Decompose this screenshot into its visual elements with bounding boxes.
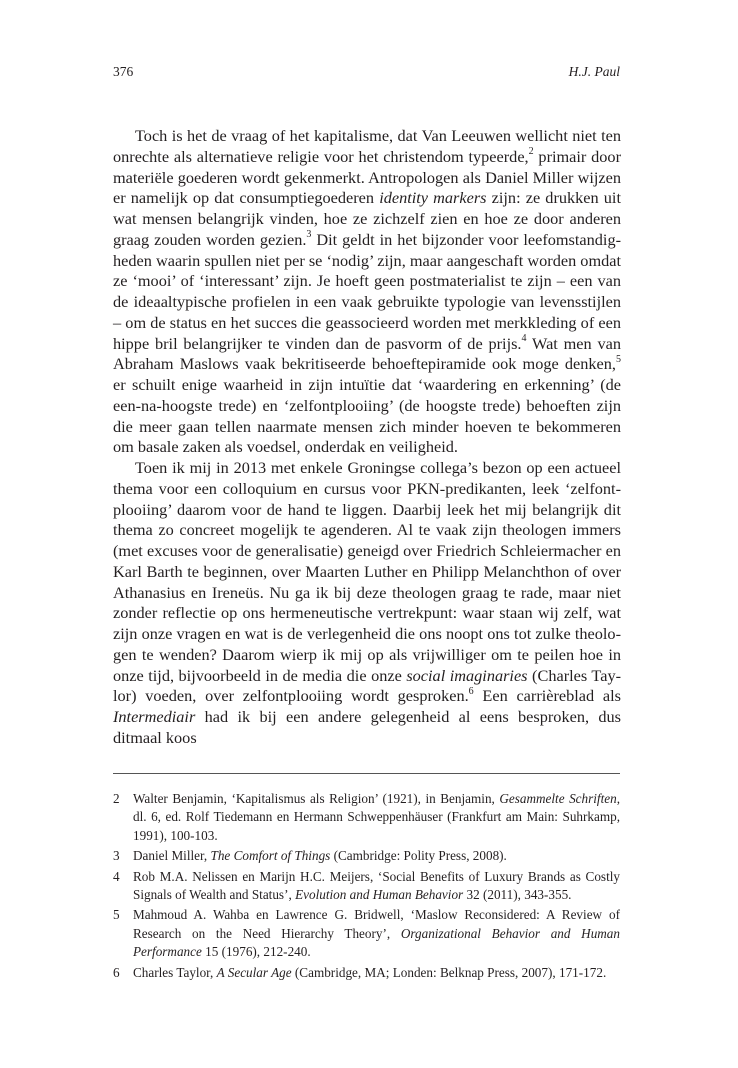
text-run: (Cambridge: Polity Press, 2008). [330, 848, 507, 864]
italic-run: social imaginaries [406, 665, 528, 685]
footnote [113, 847, 620, 865]
italic-run: A Secular Age [216, 964, 292, 980]
text-run: Toch is het de vraag of het kapitalisme, dat Van Leeuwen wellicht niet ten onrechte als alternatieve religie voor het christendom typeerde, [113, 126, 621, 166]
italic-run: The Comfort of Things [210, 848, 331, 864]
text-run: Wat men van Abraham Maslows vaak bekritiseerde behoeftepiramide ook moge denken, [113, 333, 621, 374]
footnote-text [133, 847, 620, 865]
footnote-number: 2 [113, 791, 120, 806]
text-run: 32 (2011), 343-355. [463, 887, 572, 903]
text-run: Een carrièreblad als [473, 686, 621, 706]
footnote-ref: 4 [521, 333, 527, 345]
text-run: 15 (1976), 212-240. [201, 944, 311, 960]
footnote-number: 5 [113, 907, 120, 923]
footnote [113, 964, 620, 982]
text-run: er schuilt enige waarheid in zijn intuïtie dat ‘waardering en erkenning’ (de een-na-hoogste trede) en ‘zelfontplooiing’ (de hoogste trede) behoeften zijn die meer gaan tellen naarmate mensen zich minder hoeven te bekommeren om basale zaken als voedsel, onderdak en veiligheid. [113, 375, 621, 457]
text-run: (Cambridge, MA; Londen: Belknap Press, 2007), 171-172. [291, 964, 607, 980]
text-run: Toen ik mij in 2013 met enkele Groningse collega’s bezon op een actueel thema voor een colloquium en cursus voor PKN-predikanten, leek ‘zelfontplooiing’ daarom voor de hand te liggen. Daarbij leek het mij belangrijk dit thema zo concreet mogelijk te agenderen. Al te vaak zijn theologen immers (met excuses voor de generalisatie) geneigd over Friedrich Schleiermacher en Karl Barth te beginnen, over Maarten Luther en Philipp Melanchthon of over Athanasius en Ireneüs. Nu ga ik bij deze theologen graag te rade, maar niet zonder reflectie op ons hermeneutische vertrekpunt: waar staan wij zelf, wat zijn onze vragen en wat is de verlegenheid die ons noopt ons tot zulke theologen te wenden? Daarom wierp ik mij op als vrijwilliger om te peilen hoe in onze tijd, bijvoorbeeld in de media die onze [113, 458, 621, 685]
footnote-ref: 5 [616, 353, 621, 365]
footnote-number: 3 [113, 848, 120, 864]
text-run: Daniel Miller, [133, 848, 211, 864]
footnote [113, 790, 620, 845]
text-run: Walter Benjamin, ‘Kapitalismus als Religion’ (1921), in Benjamin, [133, 791, 500, 806]
text-run: zijn: ze drukken uit wat mensen belangrijk vinden, hoe ze zichzelf zien en hoe ze door anderen graag zouden worden gezien. [113, 188, 621, 249]
italic-run: identity markers [379, 188, 487, 208]
footnote-ref: 3 [306, 229, 312, 241]
footnote-ref: 6 [468, 685, 474, 697]
footnote-ref: 2 [528, 146, 534, 158]
body-paragraph [113, 458, 621, 749]
footnote-text [133, 790, 620, 845]
text-run: Rob M.A. Nelissen en Marijn H.C. Meijers, ‘Social Benefits of Luxury Brands as Costly Signals of Wealth and Status’, [133, 868, 620, 903]
footnote-number: 6 [113, 964, 120, 980]
italic-run: Gesammelte Schriften [499, 791, 617, 806]
running-header [113, 64, 620, 80]
footnote-number: 4 [113, 868, 120, 884]
body-text [113, 126, 621, 749]
running-author: H.J. Paul [568, 64, 620, 79]
text-run: Charles Taylor, [133, 964, 217, 980]
italic-run: Organizational Behavior and Human Performance [133, 925, 620, 960]
text-run: , dl. 6, ed. Rolf Tiedemann en Hermann Schweppenhäuser (Frankfurt am Main: Suhrkamp, 1991), 100-103. [133, 791, 620, 843]
footnote [113, 906, 620, 961]
text-run: (Charles Taylor) voeden, over zelfontplooiing wordt gesproken. [113, 665, 622, 706]
footnote-text [133, 964, 620, 982]
footnote [113, 868, 620, 905]
footnote-text [133, 868, 620, 905]
italic-run: Evolution and Human Behavior [295, 887, 464, 903]
text-run: primair door materiële goederen wordt gekenmerkt. Antropologen als Daniel Miller wijzen er namelijk op dat consumptiegoederen [113, 146, 621, 208]
page-number: 376 [113, 64, 134, 79]
text-run: had ik bij een andere gelegenheid al eens besproken, dus ditmaal koos [113, 707, 621, 747]
italic-run: Intermediair [113, 707, 196, 726]
text-run: Mahmoud A. Wahba en Lawrence G. Bridwell, ‘Maslow Reconsidered: A Review of Research on the Need Hierarchy Theory’, [133, 907, 620, 941]
footnote-divider [113, 773, 620, 774]
text-run: Dit geldt in het bijzonder voor leefomstandigheden waarin spullen niet per se ‘nodig’ zijn, maar aangeschaft worden omdat ze ‘mooi’ of ‘interessant’ zijn. Je hoeft geen postmaterialist te zijn – een van de ideaaltypische profielen in een vaak gebruikte typologie van levensstijlen – om de status en het succes die geassocieerd worden met merkkleding of een hippe bril belangrijker te vinden dan de pasvorm of de prijs. [113, 229, 622, 353]
body-paragraph [113, 126, 621, 458]
footnotes [113, 790, 620, 984]
footnote-text [133, 906, 620, 961]
